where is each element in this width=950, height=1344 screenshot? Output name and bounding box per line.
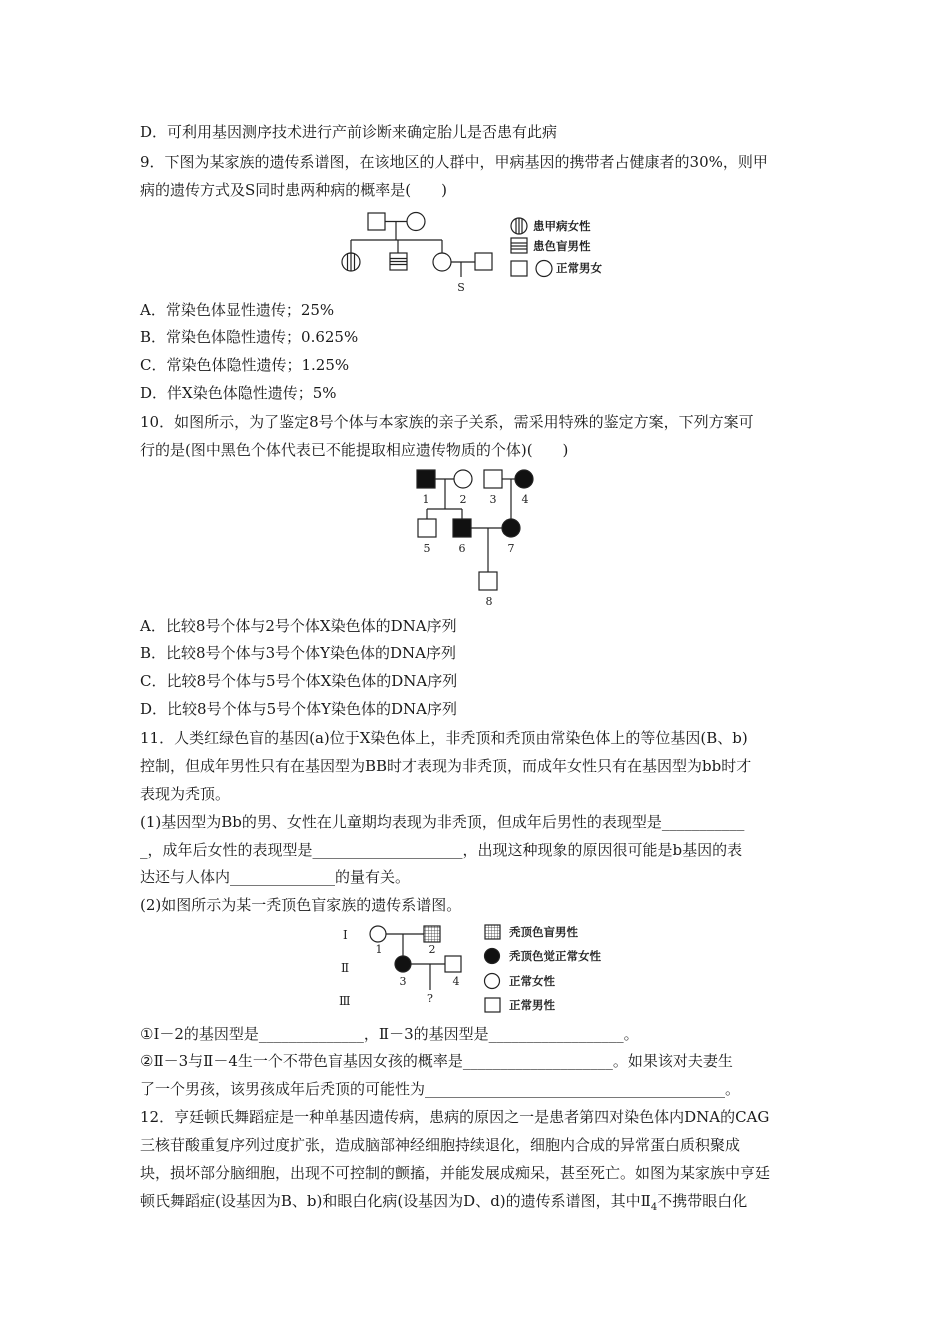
q11-part2-intro: (2)如图所示为某一秃顶色盲家族的遗传系谱图。: [140, 896, 462, 914]
q9-option-c: C．常染色体隐性遗传；1.25%: [140, 356, 350, 374]
q11-legend-bald-female-icon: [485, 949, 500, 964]
q9-option-b: B．常染色体隐性遗传；0.625%: [140, 328, 359, 346]
q11-label-2: 2: [428, 943, 436, 956]
q11-label-unknown: ?: [427, 992, 433, 1005]
q9-stem-line2: 病的遗传方式及S同时患两种病的概率是( ): [140, 181, 447, 199]
q12-line4-subscript: 4: [650, 1202, 658, 1213]
q10-individual-2: [454, 470, 472, 488]
q10-individual-4: [515, 470, 533, 488]
q10-label-1: 1: [422, 493, 430, 506]
q11-legend-label-2: 秃顶色觉正常女性: [509, 949, 601, 963]
q10-label-3: 3: [489, 493, 497, 506]
q10-pedigree-diagram: [405, 465, 550, 610]
q10-option-d: D．比较8号个体与5号个体Y染色体的DNA序列: [140, 700, 458, 718]
q9-mother-symbol: [407, 213, 425, 231]
q9-father-symbol: [368, 213, 385, 230]
q10-label-5: 5: [423, 542, 431, 555]
q11-individual-II-4: [445, 956, 461, 972]
q11-legend-normal-female-icon: [485, 974, 500, 989]
q12-stem-line1: 12．亨廷顿氏舞蹈症是一种单基因遗传病，患病的原因之一是患者第四对染色体内DNA的CAG: [140, 1108, 770, 1126]
q10-stem-line1: 10．如图所示，为了鉴定8号个体与本家族的亲子关系，需采用特殊的鉴定方案，下列方案可: [140, 413, 754, 431]
q9-pedigree-diagram: [330, 205, 630, 295]
q9-spouse-symbol: [475, 253, 492, 270]
q11-legend-normal-male-icon: [485, 998, 500, 1012]
q11-legend-bald-colorblind-male-icon: [485, 925, 500, 939]
q11-part1-line1: (1)基因型为Bb的男、女性在儿童期均表现为非秃顶，但成年后男性的表现型是___________: [140, 813, 745, 831]
q10-label-2: 2: [459, 493, 467, 506]
q9-legend-label-3: 正常男女: [556, 261, 602, 275]
q9-legend-label-1: 患甲病女性: [533, 219, 591, 233]
q11-individual-I-2: [424, 926, 440, 942]
q11-part1-line3: 达还与人体内______________的量有关。: [140, 868, 411, 886]
q11-legend-label-3: 正常女性: [509, 974, 555, 988]
q10-individual-8: [479, 572, 497, 590]
q9-legend-normal-male-icon: [511, 261, 527, 276]
q11-legend-label-1: 秃顶色盲男性: [509, 925, 578, 939]
q10-label-8: 8: [485, 595, 493, 608]
q10-option-a: A．比较8号个体与2号个体X染色体的DNA序列: [140, 617, 457, 635]
q11-part1-line2: _，成年后女性的表现型是____________________，出现这种现象的原因很可能是b基因的表: [140, 841, 743, 859]
q10-individual-5: [418, 519, 436, 537]
q10-individual-6: [453, 519, 471, 537]
q10-individual-7: [502, 519, 520, 537]
q11-label-4: 4: [452, 975, 460, 988]
q10-individual-1: [417, 470, 435, 488]
q11-gen-I: Ⅰ: [343, 928, 348, 942]
q12-line4-part-b: 不携带眼白化: [657, 1192, 748, 1210]
q12-stem-line2: 三核苷酸重复序列过度扩张，造成脑部神经细胞持续退化，细胞内合成的异常蛋白质积聚成: [140, 1136, 741, 1154]
q11-sub2-line2: 了一个男孩，该男孩成年后秃顶的可能性为________________________________________。: [140, 1080, 741, 1098]
q11-stem-line2: 控制，但成年男性只有在基因型为BB时才表现为非秃顶，而成年女性只有在基因型为bb时才: [140, 757, 752, 775]
q12-stem-line3: 块，损坏部分脑细胞，出现不可控制的颤搐，并能发展成痴呆，甚至死亡。如图为某家族中亨廷: [140, 1164, 771, 1182]
q9-legend-normal-female-icon: [536, 261, 552, 277]
q9-normal-daughter-symbol: [433, 253, 451, 271]
q9-s-label: S: [457, 281, 465, 294]
q8-option-d: D．可利用基因测序技术进行产前诊断来确定胎儿是否患有此病: [140, 123, 558, 141]
q11-stem-line1: 11．人类红绿色盲的基因(a)位于X染色体上，非秃顶和秃顶由常染色体上的等位基因(B、b): [140, 729, 748, 747]
q10-stem-line2: 行的是(图中黑色个体代表已不能提取相应遗传物质的个体)( ): [140, 441, 569, 459]
q11-pedigree-diagram: [335, 918, 625, 1018]
q11-legend-label-4: 正常男性: [509, 998, 555, 1012]
q11-individual-I-1: [370, 926, 386, 942]
q10-label-4: 4: [521, 493, 529, 506]
q9-legend-label-2: 患色盲男性: [533, 239, 591, 253]
q11-gen-II: Ⅱ: [341, 961, 350, 975]
q10-individual-3: [484, 470, 502, 488]
q9-stem-line1: 9．下图为某家族的遗传系谱图，在该地区的人群中，甲病基因的携带者占健康者的30%，则甲: [140, 153, 768, 171]
q12-line4-part-a: 顿氏舞蹈症(设基因为B、b)和眼白化病(设基因为D、d)的遗传系谱图，其中Ⅱ: [140, 1192, 651, 1210]
q10-option-c: C．比较8号个体与5号个体X染色体的DNA序列: [140, 672, 458, 690]
q10-option-b: B．比较8号个体与3号个体Y染色体的DNA序列: [140, 644, 456, 662]
q11-label-1: 1: [375, 943, 383, 956]
q11-sub1: ①Ⅰ－2的基因型是______________，Ⅱ－3的基因型是__________________。: [140, 1025, 639, 1043]
q11-gen-III: Ⅲ: [339, 994, 351, 1008]
q10-label-6: 6: [458, 542, 466, 555]
q11-sub2-line1: ②Ⅱ－3与Ⅱ－4生一个不带色盲基因女孩的概率是____________________。如果该对夫妻生: [140, 1052, 733, 1070]
q11-individual-II-3: [395, 956, 411, 972]
q12-stem-line4: [140, 1191, 747, 1218]
q10-label-7: 7: [507, 542, 515, 555]
q9-option-a: A．常染色体显性遗传；25%: [140, 301, 335, 319]
q11-label-3: 3: [399, 975, 407, 988]
q9-option-d: D．伴X染色体隐性遗传；5%: [140, 384, 337, 402]
q11-stem-line3: 表现为秃顶。: [140, 785, 231, 803]
